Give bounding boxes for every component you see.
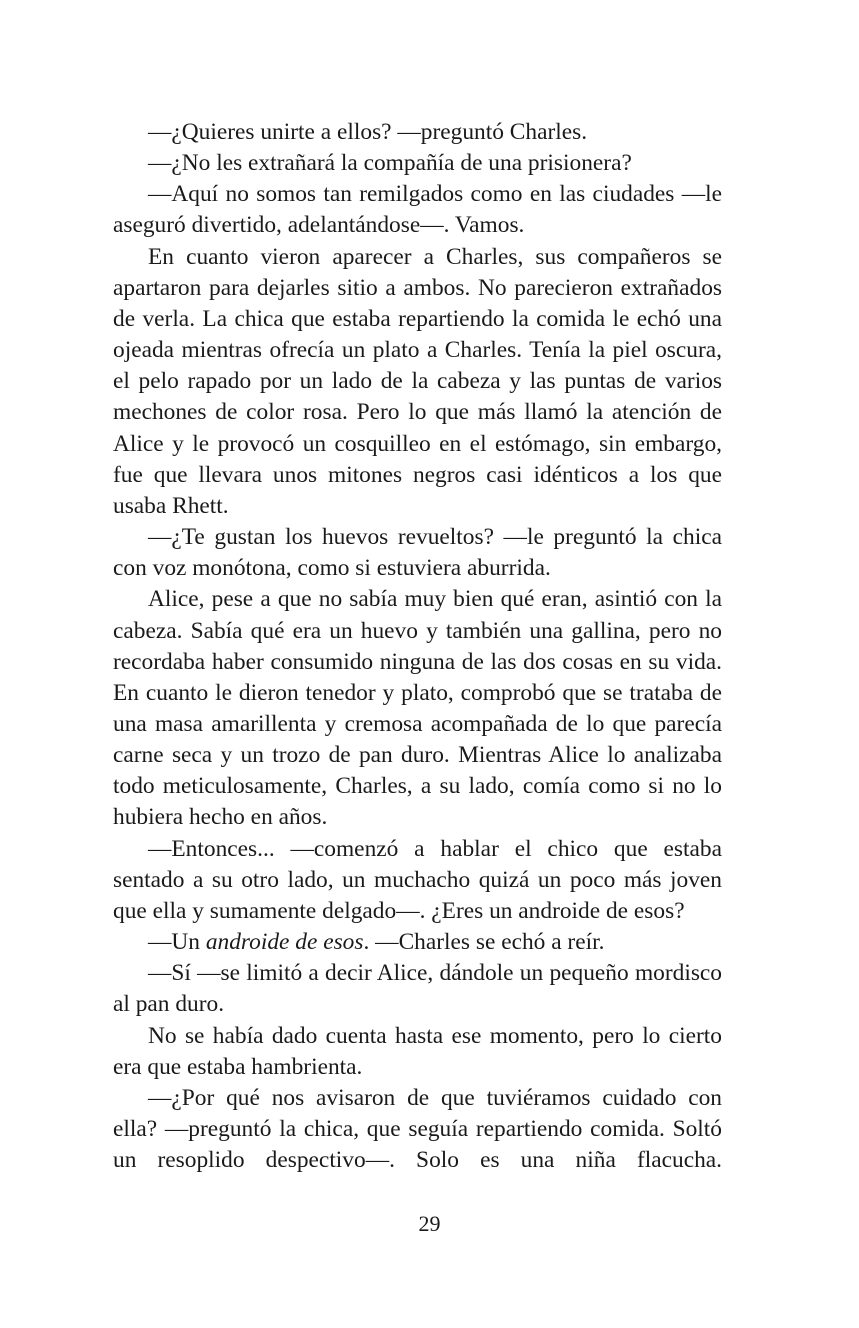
body-text	[113, 117, 722, 1176]
paragraph: —Sí —se limitó a decir Alice, dándole un pequeño mordisco al pan duro.	[113, 960, 722, 1018]
paragraph: —¿Por qué nos avisaron de que tuviéramos cuidado con ella? —preguntó la chica, que seguía repartiendo comida. Soltó un resoplido despectivo—. Solo es una niña flacucha.	[113, 1084, 722, 1174]
paragraph: —¿Quieres unirte a ellos? —preguntó Charles.	[148, 119, 588, 145]
page-number: 29	[418, 1211, 441, 1236]
italic-phrase: androide de esos	[205, 929, 364, 956]
paragraph: En cuanto vieron aparecer a Charles, sus compañeros se apartaron para dejarles sitio a ambos. No parecieron extrañados de verla. La chica que estaba repartiendo la comida le echó una ojeada mientras ofrecía un plato a Charles. Tenía la piel oscura, el pelo rapado por un lado de la cabeza y las puntas de varios mechones de color rosa. Pero lo que más llamó la atención de Alice y le provocó un cosquilleo en el estómago, sin embargo, fue que llevara unos mitones negros casi idénticos a los que usaba Rhett.	[113, 243, 722, 519]
paragraph: Alice, pese a que no sabía muy bien qué eran, asintió con la cabeza. Sabía qué era un huevo y también una gallina, pero no recordaba haber consumido ninguna de las dos cosas en su vida. En cuanto le dieron tenedor y plato, comprobó que se trataba de una masa amarillenta y cremosa acompañada de lo que parecía carne seca y un trozo de pan duro. Mientras Alice lo analizaba todo meticulosamente, Charles, a su lado, comía como si no lo hubiera hecho en años.	[113, 586, 722, 831]
paragraph: —¿Te gustan los huevos revueltos? —le preguntó la chica con voz monótona, como si estuviera aburrida.	[113, 524, 722, 582]
paragraph-text: . —Charles se echó a reír.	[363, 929, 605, 956]
paragraph: —Entonces... —comenzó a hablar el chico que estaba sentado a su otro lado, un muchacho quizá un poco más joven que ella y sumamente delgado—. ¿Eres un androide de esos?	[113, 835, 722, 924]
paragraph: No se había dado cuenta hasta ese momento, pero lo cierto era que estaba hambrienta.	[113, 1022, 722, 1080]
paragraph: —¿No les extrañará la compañía de una prisionera?	[148, 150, 632, 177]
paragraph-text: —Un	[148, 929, 206, 956]
paragraph	[113, 927, 722, 958]
paragraph: —Aquí no somos tan remilgados como en las ciudades —le aseguró divertido, adelantándose—. Vamos.	[113, 181, 722, 239]
